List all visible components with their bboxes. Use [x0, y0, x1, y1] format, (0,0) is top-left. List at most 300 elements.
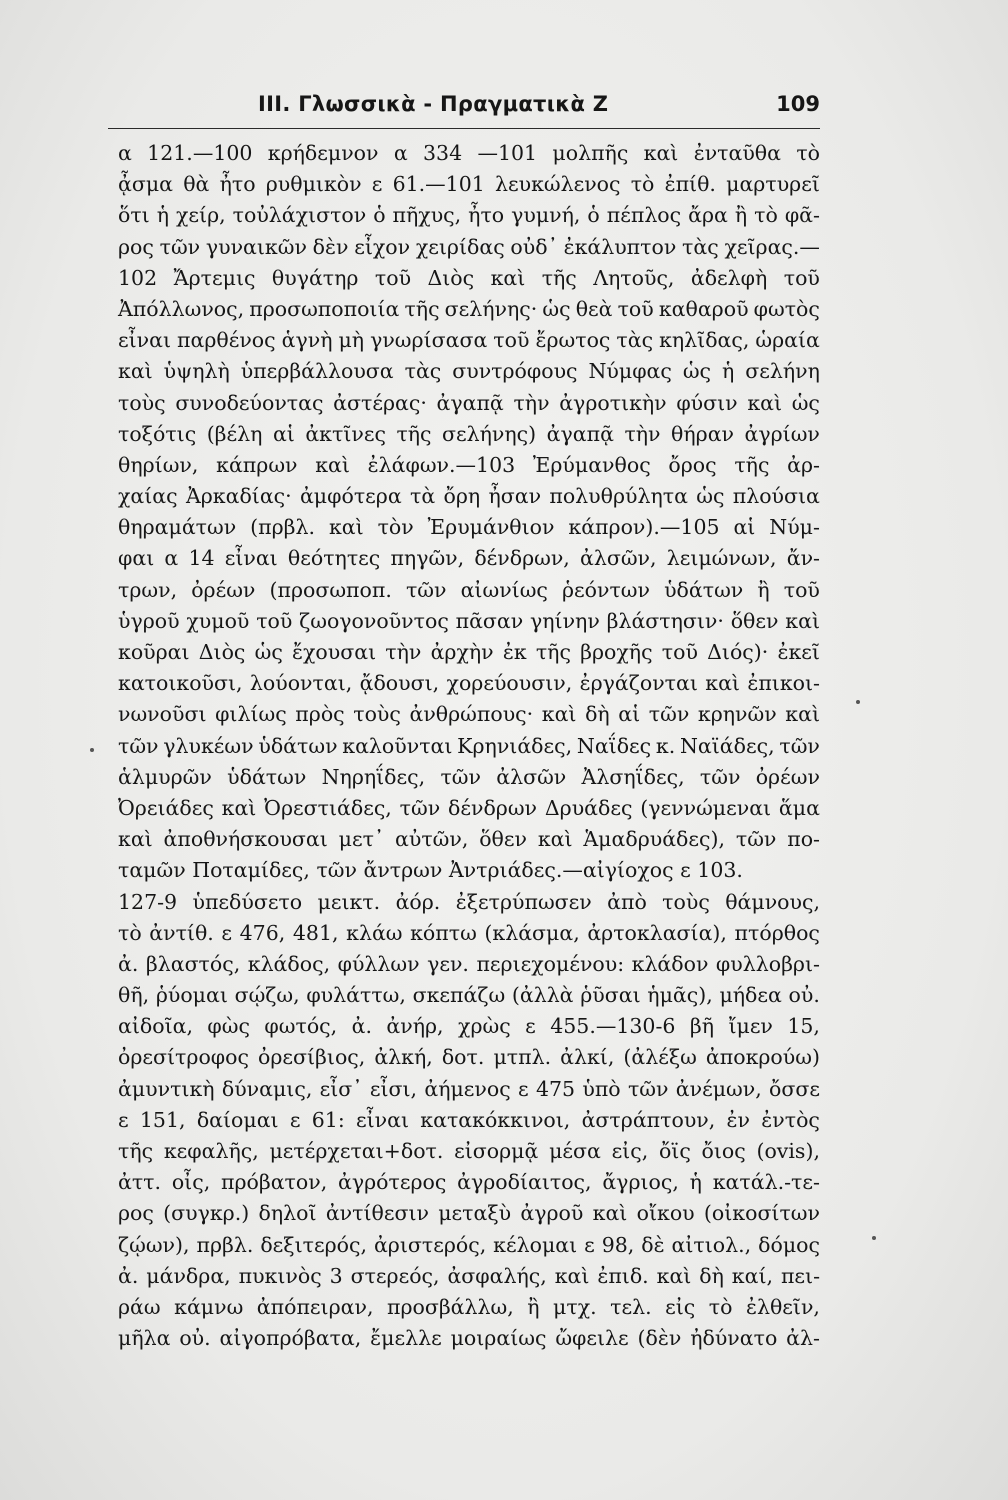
word: τῆς — [535, 640, 571, 664]
text-line — [118, 606, 820, 637]
word: κατακόκκινοι, — [420, 1107, 571, 1132]
word: φωτός, — [264, 1014, 338, 1039]
word: (ovis), — [756, 1139, 820, 1163]
text-line — [118, 388, 820, 419]
word: (κλάσμα, — [484, 920, 580, 945]
page-number: 109 — [776, 92, 820, 116]
word: γνωρίσασα — [370, 328, 488, 353]
word: ῥύομαι — [155, 983, 228, 1008]
word: ἐκάλυπτον — [563, 234, 677, 259]
word: ἀγροδίαιτος, — [457, 1170, 592, 1195]
word: κέλομαι — [493, 1232, 578, 1257]
word: καί, — [731, 1263, 774, 1288]
word: Δρυάδες — [544, 795, 633, 820]
word: οὐ. — [179, 1326, 211, 1351]
word: ἀλκή, — [374, 1045, 433, 1070]
word: ὑπερβάλλουσα — [240, 359, 394, 384]
word: Ἀλσηΐδες, — [581, 764, 685, 789]
word: χείρ, — [176, 203, 226, 228]
text-line — [118, 1261, 820, 1292]
word: τῶν — [159, 234, 201, 259]
word: μεικτ. — [317, 889, 381, 914]
text-line — [118, 1198, 820, 1229]
word: συντρόφους — [452, 359, 578, 384]
text-line — [118, 200, 820, 231]
word: τῶν — [118, 733, 159, 758]
word: παρθένος — [177, 328, 276, 353]
word: καὶ — [785, 608, 820, 633]
word: ᾆσμα — [118, 172, 174, 197]
word: ἀπὸ — [607, 889, 647, 914]
word: ἁλμυρῶν — [118, 764, 212, 789]
word: νωνοῦσι — [118, 702, 207, 727]
word: πέπλος — [606, 203, 682, 228]
word: ὄϊς — [658, 1139, 691, 1163]
word: σελήνης) — [442, 421, 537, 446]
word: κατοικοῦσι, — [118, 671, 243, 696]
word: ἀ. — [351, 1014, 372, 1039]
word: εἶσι, — [369, 1076, 418, 1101]
word: χαίας — [118, 484, 178, 509]
word: ἐλθεῖν, — [745, 1294, 820, 1319]
word: τοῦ — [617, 296, 654, 321]
word: τῶν — [779, 733, 820, 758]
word: εἶχον — [354, 234, 411, 259]
word: 14 — [188, 546, 215, 571]
word: (οἰκοσίτων — [703, 1201, 820, 1226]
word: καὶ — [315, 452, 350, 477]
word: μολπῆς — [552, 141, 629, 165]
word: ὡς — [791, 390, 820, 415]
word: πῆχυς, — [392, 203, 462, 228]
word: ράω — [118, 1294, 161, 1319]
word: θεότητες — [287, 546, 381, 571]
word: ἔχουσαι — [292, 640, 377, 664]
word: κλάδος, — [247, 951, 331, 976]
word: ῥεόντων — [561, 577, 650, 602]
text-line — [118, 1230, 820, 1261]
word: ὤφειλε — [555, 1326, 629, 1351]
word: τὰς — [682, 234, 719, 259]
word: ἀήμενος — [424, 1076, 511, 1101]
word: τῶν — [648, 702, 690, 727]
word: καὶ — [785, 702, 820, 727]
word: λευκώλενος — [495, 172, 621, 197]
word: ὅτι — [118, 203, 150, 228]
word: ἀγροτικὴν — [559, 390, 667, 415]
word: τρων, — [118, 577, 178, 602]
word: ἠδύνατο — [690, 1326, 778, 1351]
word: ἐργάζονται — [579, 671, 698, 696]
word: Κρηνιάδες, — [457, 733, 573, 758]
word: ρος — [118, 234, 154, 259]
word: ἴμεν — [728, 1014, 773, 1039]
word: ὑδάτων — [258, 733, 338, 758]
word: ἀντίθεσιν — [325, 1201, 429, 1226]
word: βλαστός, — [145, 951, 241, 976]
word: Ἀρκαδίας· — [185, 484, 292, 509]
word: δένδρων, — [474, 546, 570, 571]
word: ἀδελφὴ — [690, 265, 768, 290]
word: ἡ — [689, 1170, 702, 1195]
word: κάμνω — [174, 1294, 244, 1319]
word: κεφαλῆς, — [163, 1139, 259, 1163]
word: μετ᾽ — [338, 827, 385, 852]
word: δύναμις, — [221, 1076, 313, 1101]
word: ἀμυντικὴ — [118, 1076, 215, 1101]
word: Ἄρτεμις — [173, 265, 256, 290]
word: Ἁμαδρυάδες), — [583, 827, 726, 852]
word: δαίομαι — [196, 1107, 279, 1132]
word: ᾄδουσι, — [359, 671, 440, 696]
word: Νηρηΐδες, — [321, 764, 426, 789]
word: τοῦ — [661, 640, 698, 664]
word: ἡ — [156, 203, 170, 228]
word: ἀλκί, — [560, 1045, 615, 1070]
word: τῶν — [627, 1076, 669, 1101]
word: στερεός, — [350, 1263, 440, 1288]
word: ὡς — [682, 359, 712, 384]
word: δὲ — [641, 1232, 665, 1257]
text-line — [118, 980, 820, 1011]
word: 476, — [239, 920, 286, 945]
word: τῆς — [541, 265, 577, 290]
word: σῴζω, — [234, 983, 300, 1008]
text-line — [118, 263, 820, 294]
word: (ἀλέξω — [623, 1045, 697, 1070]
word: ἐνταῦθα — [693, 141, 781, 165]
word: καὶ — [592, 1201, 628, 1226]
text-line — [118, 1074, 820, 1105]
word: χρὼς — [458, 1014, 511, 1039]
word: καὶ — [490, 265, 526, 290]
word: θυγάτηρ — [271, 265, 359, 290]
word: αἰγοπρόβατα, — [219, 1326, 362, 1351]
word: (ἀλλὰ — [511, 983, 574, 1008]
word: καθαροῦ — [658, 296, 749, 321]
word: (δὲν — [637, 1326, 682, 1351]
word: ἀκτῖνες — [305, 421, 386, 446]
word: ἡ — [722, 359, 735, 384]
word: ἀνέμων, — [675, 1076, 762, 1101]
word: ῥῦσαι — [580, 983, 641, 1008]
word: ὅθεν — [730, 608, 779, 633]
word: τοὐλάχιστον — [232, 203, 367, 228]
word: ἐπίθ. — [664, 172, 716, 197]
word: αὐτῶν, — [395, 827, 469, 852]
word: τῶν — [699, 764, 741, 789]
word: οὐ. — [788, 983, 820, 1008]
word: ὀρεσίβιος, — [258, 1045, 366, 1070]
word: (γεννώμεναι — [640, 795, 772, 820]
word: μετέρχεται+δοτ. — [269, 1139, 444, 1163]
word: ἐν — [726, 1107, 750, 1132]
word: ἀγαπᾷ — [436, 390, 504, 415]
word: γλυκέων — [163, 733, 254, 758]
word: μαρτυρεῖ — [726, 172, 820, 197]
word: κάπρον).—105 — [568, 515, 720, 540]
word: κατάλ.-τε- — [712, 1170, 820, 1195]
word: ἀστράπτουν, — [581, 1107, 716, 1132]
word: σελήνης· — [444, 296, 538, 321]
word: τῶν — [440, 764, 481, 789]
word: τὴν — [513, 390, 550, 415]
word: θηρίων, — [118, 452, 199, 477]
word: τῶν — [399, 795, 441, 820]
word: ἐκ — [502, 640, 527, 664]
word: τῆς — [118, 1139, 154, 1163]
word: ἀποκρούω) — [705, 1045, 820, 1070]
word: ἔμελλε — [370, 1326, 442, 1351]
word: ζῴων), — [118, 1232, 190, 1257]
word: φωτὸς — [753, 296, 820, 321]
word: ἀγροῦ — [520, 1201, 584, 1226]
word: κάπρων — [216, 452, 298, 477]
word: μτπλ. — [493, 1045, 552, 1070]
word: δεξιτερός, — [260, 1232, 367, 1257]
word: κοῦραι — [118, 640, 190, 664]
word: ε — [221, 920, 233, 945]
word: πηγῶν, — [390, 546, 465, 571]
text-line — [118, 668, 820, 699]
word: Διός)· — [707, 640, 769, 664]
word: δόμος — [758, 1232, 820, 1257]
word: ὁ — [373, 203, 386, 228]
word: ἀγρίων — [744, 421, 820, 446]
word: ε — [525, 1014, 536, 1039]
word: τοῦ — [256, 608, 293, 633]
word: ὑδάτων — [227, 764, 307, 789]
word: ὑδάτων — [664, 577, 744, 602]
word: οὐδ᾽ — [510, 234, 558, 259]
text-line — [118, 138, 820, 169]
text-line — [118, 543, 820, 574]
word: περιεχομένου: — [476, 951, 625, 976]
word: ε — [518, 1076, 529, 1101]
word: ἀττ. — [118, 1170, 162, 1195]
word: λειμώνων, — [666, 546, 777, 571]
word: ὄρος — [668, 452, 717, 477]
word: καὶ — [328, 515, 364, 540]
word: Ὀρειάδες — [118, 795, 214, 820]
text-line — [118, 481, 820, 512]
word: 481, — [292, 920, 339, 945]
word: ὄσσε — [769, 1076, 820, 1101]
word: τοὺς — [118, 390, 166, 415]
word: βῆ — [689, 1014, 715, 1039]
word: καὶ — [643, 141, 679, 165]
word: ρυθμικὸν — [265, 172, 362, 197]
word: Νύμ- — [769, 515, 820, 540]
word: ἢ — [757, 577, 770, 602]
word: ἀντίθ. — [149, 920, 214, 945]
word: δηλοῖ — [258, 1201, 317, 1226]
word: Διὸς — [198, 640, 246, 664]
word: τῶν — [735, 827, 777, 852]
word: τὸ — [630, 172, 655, 197]
word: ὀρέων — [755, 764, 820, 789]
word: Ἐρυμάνθιον — [427, 515, 555, 540]
text-line — [118, 1167, 820, 1198]
word: πει- — [780, 1263, 820, 1288]
word: ε — [371, 172, 383, 197]
word: ὀρεσίτροφος — [118, 1045, 249, 1070]
word: ἀγρότερος — [338, 1170, 447, 1195]
word: μτχ. — [553, 1294, 597, 1319]
word: ἐλάφων.—103 — [367, 452, 516, 477]
word: ὑψηλὴ — [163, 359, 230, 384]
text-line — [118, 450, 820, 481]
word: πρβλ. — [196, 1232, 254, 1257]
word: εἶναι — [224, 546, 278, 571]
word: θὰ — [183, 172, 210, 197]
word: ε — [584, 1232, 595, 1257]
word: θηραμάτων — [118, 515, 237, 540]
word: βροχῆς — [580, 640, 653, 664]
word: καὶ — [118, 827, 153, 852]
word: καὶ — [656, 1263, 692, 1288]
text-line — [118, 1292, 820, 1323]
word: καὶ — [554, 1263, 590, 1288]
word: τοξότις — [118, 421, 197, 446]
word: γηίνην — [530, 608, 600, 633]
text-line — [118, 1011, 820, 1042]
word: χορεύουσιν, — [446, 671, 573, 696]
word: ἀριστερός, — [373, 1232, 487, 1257]
word: φυλάττω, — [306, 983, 406, 1008]
word: πᾶσαν — [455, 608, 524, 633]
text-line — [118, 575, 820, 606]
word: Ἐρύμανθος — [532, 452, 651, 477]
word: (βέλη — [206, 421, 263, 446]
word: ἀποθνήσκουσαι — [163, 827, 328, 852]
word: θάμνους, — [725, 889, 820, 914]
word: τοῦ — [783, 265, 820, 290]
word: ε — [289, 1107, 301, 1132]
word: εἰς — [665, 1294, 696, 1319]
word: τῆς — [404, 296, 440, 321]
text-line — [118, 169, 820, 200]
word: εἶναι — [356, 1107, 410, 1132]
word: ἀρ- — [787, 452, 820, 477]
word: α — [118, 141, 132, 165]
word: 475 — [535, 1076, 576, 1101]
word: καὶ — [705, 671, 740, 696]
word: ἀλσῶν, — [580, 546, 657, 571]
word: συνοδεύοντας — [175, 390, 324, 415]
word: εἶναι — [118, 328, 172, 353]
text-line — [118, 637, 820, 668]
word: ἐξετρύπωσεν — [455, 889, 592, 914]
word: σελήνη — [745, 359, 820, 384]
word: τῆς — [734, 452, 770, 477]
word: μεταξὺ — [438, 1201, 512, 1226]
text-line: ταμῶν Ποταμίδες, τῶν ἄντρων Ἀντριάδες.—αἰγίοχος ε 103. — [118, 858, 743, 883]
word: τὴν — [385, 640, 422, 664]
word: ἦσαν — [488, 484, 542, 509]
word: μὴ — [338, 328, 365, 353]
word: ὀρέων — [191, 577, 256, 602]
text-line — [118, 1323, 820, 1354]
running-header — [108, 88, 820, 129]
word: ὅθεν — [479, 827, 527, 852]
word: ὡραία — [755, 328, 820, 353]
word: τοῦ — [374, 265, 412, 290]
word: ε — [118, 1107, 129, 1132]
word: 127-9 — [118, 889, 178, 914]
word: αἱ — [272, 421, 295, 446]
text-line — [118, 419, 820, 450]
word: Διὸς — [427, 265, 475, 290]
word: ἀνθρώπους· — [409, 702, 534, 727]
word: ὡς — [696, 484, 725, 509]
word: τῶν — [405, 577, 447, 602]
text-line — [118, 731, 820, 762]
word: τοὺς — [353, 702, 401, 727]
word: ἀμφότερα — [299, 484, 402, 509]
word: α — [164, 546, 179, 571]
word: καὶ — [221, 795, 257, 820]
word: ρος — [118, 1201, 154, 1226]
word: φύλλων — [337, 951, 420, 976]
word: κ. — [655, 733, 676, 758]
word: γυναικῶν — [205, 234, 307, 259]
word: εἰσορμᾷ — [454, 1139, 539, 1163]
word: τελ. — [610, 1294, 652, 1319]
text-line — [118, 356, 820, 387]
word: δένδρων — [448, 795, 538, 820]
word: ἀρτοκλασία), — [587, 920, 727, 945]
word: τὸ — [796, 141, 820, 165]
word: 121.—100 — [147, 141, 253, 165]
word: κηλῖδας, — [659, 328, 750, 353]
text-line — [118, 512, 820, 543]
word: ἀ. — [118, 951, 139, 976]
word: αἱ — [733, 515, 756, 540]
word: γυμνή, — [511, 203, 581, 228]
word: 15, — [787, 1014, 820, 1039]
word: 102 — [118, 265, 158, 290]
word: φυλλοβρι- — [715, 951, 820, 976]
word: αἰτιολ., — [671, 1232, 752, 1257]
word: ἀσφαλής, — [447, 1263, 547, 1288]
word: αἰωνίως — [460, 577, 548, 602]
text-line — [118, 918, 820, 949]
word: 455.—130-6 — [550, 1014, 676, 1039]
word: ὑγροῦ — [118, 608, 180, 633]
word: ὑπεδύσετο — [192, 889, 303, 914]
word: ἢ — [734, 203, 748, 228]
word: πλούσια — [732, 484, 820, 509]
text-line — [118, 232, 820, 263]
word: προσβάλλω, — [386, 1294, 514, 1319]
word: καλοῦνται — [342, 733, 453, 758]
word: φᾶ- — [784, 203, 820, 228]
word: εἶσ᾽ — [319, 1076, 363, 1101]
word: μῆλα — [118, 1326, 171, 1351]
word: καὶ — [537, 827, 573, 852]
word: ἄγριος, — [602, 1170, 679, 1195]
word: πυκινὸς — [238, 1263, 322, 1288]
word: 61: — [311, 1107, 345, 1132]
word: 3 — [329, 1263, 343, 1288]
word: χειρίδας — [415, 234, 505, 259]
word: ὄιος — [701, 1139, 746, 1163]
word: ἀόρ. — [395, 889, 441, 914]
word: ἀλ- — [786, 1326, 820, 1351]
word: ὁ — [587, 203, 600, 228]
word: (προσωποπ. — [269, 577, 392, 602]
